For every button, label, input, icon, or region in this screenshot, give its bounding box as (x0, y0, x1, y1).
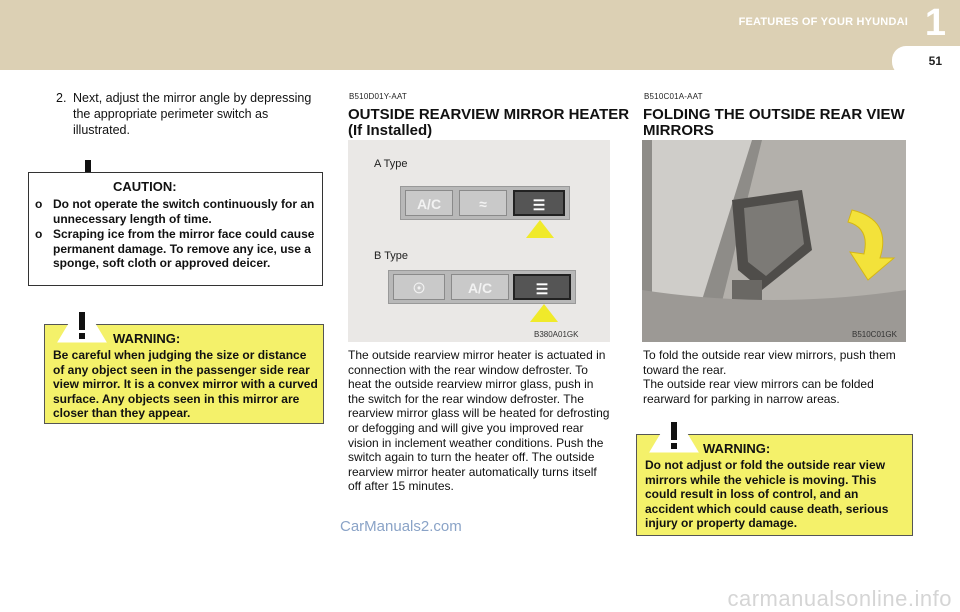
folding-mirrors-title: FOLDING THE OUTSIDE REAR VIEW (643, 106, 905, 123)
figure-code: B380A01GK (534, 330, 579, 339)
mirror-heater-description: The outside rearview mirror heater is actuated in connection with the rear window defroster. To heat the outside rearview mirror glass, push in the switch for the rear window defroster. The rearview mirror glass will be heated for defrosting or defogging and will give you improved rear vision in inclement weather conditions. Push the switch again to turn the heater off. The outside rearview mirror heater automatically turns itself off after 15 minutes. (348, 348, 610, 494)
chapter-number: 1 (924, 2, 946, 44)
heater-switch-figure (348, 140, 610, 342)
press-arrow-icon (526, 220, 554, 238)
recirculation-icon: ≈ (459, 190, 507, 216)
type-a-switch-panel (400, 186, 570, 220)
front-defroster-icon: ☉ (393, 274, 445, 300)
warning-triangle-icon (648, 410, 700, 454)
header-band (0, 0, 960, 70)
rear-defroster-icon: ☰ (513, 274, 571, 300)
warning-triangle-icon (56, 300, 108, 344)
left-warning-text: Be careful when judging the size or distance of any object seen in the passenger side rear view mirror. It is a convex mirror with a curved surface. Any objects seen in this mirror are closer than they appear. (53, 348, 318, 421)
type-b-switch-panel (388, 270, 576, 304)
mirror-heater-subtitle: (If Installed) (348, 122, 433, 139)
section-code: B510C01A-AAT (644, 92, 703, 101)
press-arrow-icon (530, 304, 558, 322)
watermark-carmanuals2: CarManuals2.com (340, 518, 462, 535)
folding-mirrors-title-line2: MIRRORS (643, 122, 714, 139)
caution-box (28, 172, 323, 286)
caution-bullet: o (35, 227, 43, 241)
mirror-heater-title: OUTSIDE REARVIEW MIRROR HEATER (348, 106, 630, 123)
ac-button: A/C (405, 190, 453, 216)
page-number: 51 (928, 54, 942, 68)
rear-defroster-icon: ☰ (513, 190, 565, 216)
section-code: B510D01Y-AAT (349, 92, 407, 101)
caution-bullet: o (35, 197, 43, 211)
left-warning-title: WARNING: (113, 331, 181, 346)
folding-mirrors-description: To fold the outside rear view mirrors, push them toward the rear. The outside rear view mirrors can be folded rearward for parking in narrow areas. (643, 348, 896, 406)
page-tab (892, 46, 960, 76)
folding-mirror-photo (642, 140, 906, 342)
type-a-label: A Type (374, 158, 408, 170)
caution-list (35, 197, 319, 272)
ac-button: A/C (451, 274, 509, 300)
caution-item-text: Scraping ice from the mirror face could cause permanent damage. To remove any ice, use a sponge, soft cloth or approved deicer. (53, 227, 315, 270)
step-2-instruction (56, 90, 326, 138)
right-warning-text: Do not adjust or fold the outside rear view mirrors while the vehicle is moving. This could result in loss of control, and an accident which could cause death, serious injury or property damage. (645, 458, 889, 531)
step-text: Next, adjust the mirror angle by depressing the appropriate perimeter switch as illustrated. (73, 91, 312, 137)
caution-item (35, 197, 319, 226)
caution-item (35, 227, 319, 271)
step-number: 2. (56, 91, 67, 105)
right-warning-title: WARNING: (703, 441, 771, 456)
watermark-carmanualsonline: carmanualsonline.info (727, 586, 952, 611)
chapter-title: FEATURES OF YOUR HYUNDAI (738, 16, 908, 28)
caution-item-text: Do not operate the switch continuously for an unnecessary length of time. (53, 197, 315, 226)
photo-code: B510C01GK (852, 330, 897, 339)
caution-title: CAUTION: (113, 179, 177, 194)
type-b-label: B Type (374, 250, 409, 262)
